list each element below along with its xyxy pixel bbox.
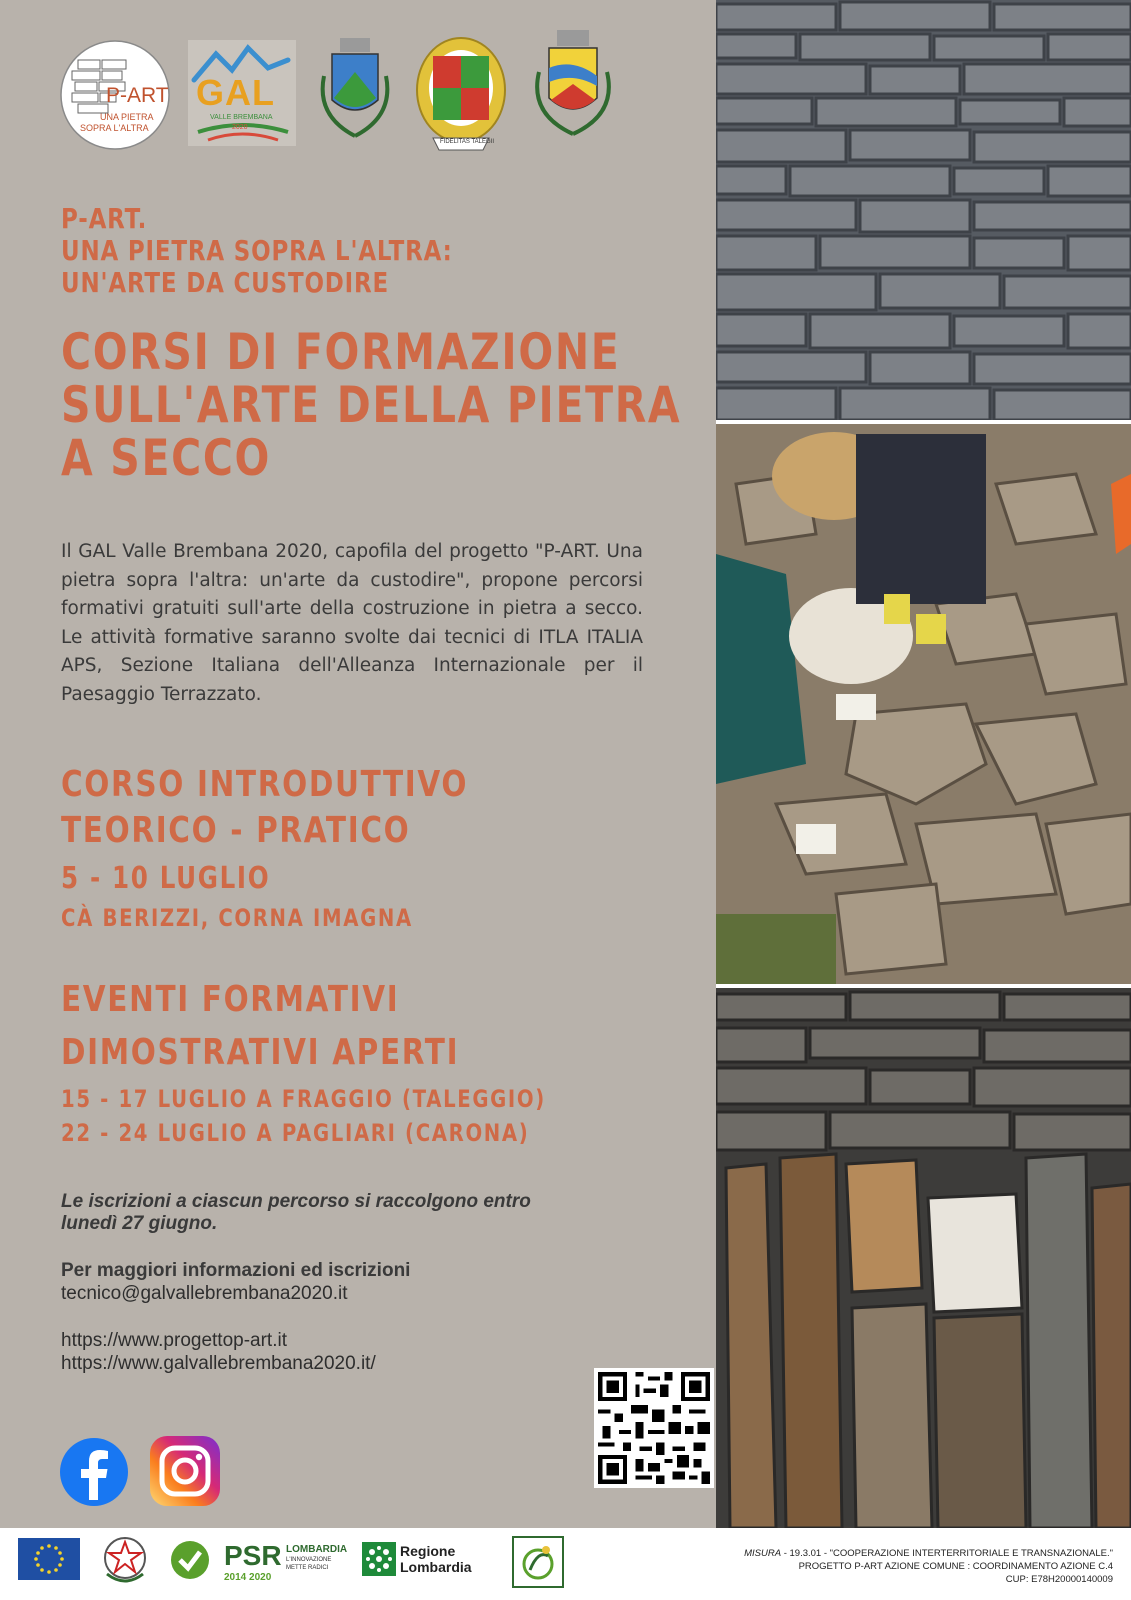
course-place: CÀ BERIZZI, CORNA IMAGNA (61, 904, 413, 932)
photo-column (716, 0, 1131, 1528)
event-date-2: 22 - 24 LUGLIO A PAGLIARI (CARONA) (61, 1119, 530, 1147)
part-logo-name: P-ART (106, 84, 169, 107)
qr-code[interactable] (594, 1368, 714, 1488)
workers-photo (716, 424, 1131, 984)
link-progettop-art[interactable]: https://www.progettop-art.it (61, 1330, 287, 1351)
footer (0, 1528, 1131, 1600)
regione-lombardia-icon (362, 1542, 396, 1576)
psr-logo-text: PSR (224, 1540, 282, 1571)
main-title-line1: CORSI DI FORMAZIONE (61, 323, 621, 381)
lombardia-label: LOMBARDIA (286, 1544, 348, 1555)
misura-line1 (744, 1548, 1113, 1559)
misura-label: MISURA (744, 1548, 782, 1559)
leader-logo-icon (512, 1536, 564, 1588)
regione-text-2: Lombardia (400, 1559, 472, 1575)
event-date-1: 15 - 17 LUGLIO A FRAGGIO (TALEGGIO) (61, 1085, 546, 1113)
gal-logo-name: GAL (196, 72, 275, 113)
eu-flag-icon (18, 1538, 80, 1580)
stone-wall-photo-top (716, 0, 1131, 420)
registration-line2: lunedì 27 giugno. (61, 1213, 218, 1234)
part-logo-line2: SOPRA L'ALTRA (80, 123, 149, 133)
main-title-line2: SULL'ARTE DELLA PIETRA (61, 376, 682, 434)
municipal-crest-2 (413, 32, 509, 154)
gal-logo-year: 2020 (232, 124, 248, 131)
course-title-line2: TEORICO - PRATICO (61, 810, 411, 851)
misura-line3: CUP: E78H20000140009 (1005, 1574, 1113, 1585)
events-title-line1: EVENTI FORMATIVI (61, 979, 400, 1020)
contacts-heading: Per maggiori informazioni ed iscrizioni (61, 1260, 411, 1281)
subtitle-line1: P-ART. (61, 202, 148, 235)
regione-text-1: Regione (400, 1543, 456, 1559)
psr-years: 2014 2020 (224, 1572, 272, 1583)
lombardia-sub1: L'INNOVAZIONE (286, 1557, 332, 1563)
facebook-icon[interactable] (60, 1438, 128, 1506)
registration-line1: Le iscrizioni a ciascun percorso si raccolgono entro (61, 1191, 531, 1212)
municipal-crest-3 (525, 28, 621, 146)
municipal-crest-1 (312, 36, 398, 151)
lombardia-sub2: METTE RADICI (286, 1565, 329, 1571)
intro-paragraph: Il GAL Valle Brembana 2020, capofila del progetto "P-ART. Una pietra sopra l'altra: un'arte da custodire", propone percorsi formativi gratuiti sull'arte della costruzione in pietra a secco. Le attività formative saranno svolte dai tecnici di ITLA ITALIA APS, Sezione Italiana dell'Alleanza Internazionale per il Paesaggio Terrazzato. (61, 541, 643, 705)
course-date: 5 - 10 LUGLIO (61, 861, 271, 896)
instagram-icon[interactable] (150, 1436, 220, 1506)
contact-email[interactable]: tecnico@galvallebrembana2020.it (61, 1283, 348, 1304)
gal-logo (188, 40, 296, 146)
misura-line2: PROGETTO P-ART AZIONE COMUNE : COORDINAMENTO AZIONE C.4 (798, 1561, 1113, 1572)
main-title-line3: A SECCO (61, 429, 272, 487)
misura-text: - 19.3.01 - "COOPERAZIONE INTERTERRITORIALE E TRANSNAZIONALE." (781, 1548, 1113, 1559)
subtitle-line2: UNA PIETRA SOPRA L'ALTRA: (61, 234, 453, 267)
gal-logo-sub: VALLE BREMBANA (210, 114, 273, 121)
part-logo (60, 40, 170, 150)
events-title-line2: DIMOSTRATIVI APERTI (61, 1032, 460, 1073)
italian-republic-emblem-icon (101, 1534, 149, 1586)
part-logo-line1: UNA PIETRA (100, 112, 154, 122)
course-title-line1: CORSO INTRODUTTIVO (61, 764, 469, 805)
crest-motto: FIDELITAS TALEGII (440, 139, 495, 145)
link-galvallebrembana[interactable]: https://www.galvallebrembana2020.it/ (61, 1353, 376, 1374)
psr-check-icon (170, 1540, 210, 1580)
stone-wall-photo-bottom (716, 988, 1131, 1528)
subtitle-line3: UN'ARTE DA CUSTODIRE (61, 266, 390, 299)
